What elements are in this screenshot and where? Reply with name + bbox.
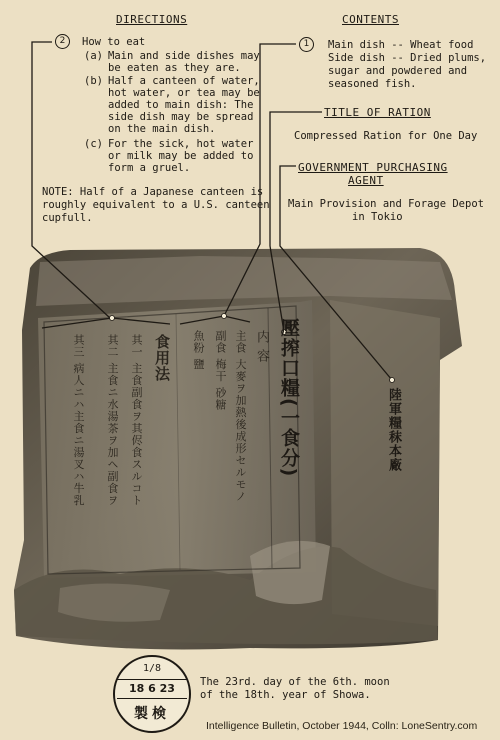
title-of-ration-text: Compressed Ration for One Day [294,130,478,142]
package-usage-col1: 其一 主食副食ヲ其侭食スルコト [130,334,143,507]
package-usage-label: 食用法 [153,334,171,382]
directions-note-line2: roughly equivalent to a U.S. canteen [42,199,270,211]
package-contents-label: 内 容 [254,330,269,364]
directions-item-a-line1: Main and side dishes may [108,50,260,62]
directions-item-a-line2: be eaten as they are. [108,62,241,74]
stamp-top-mark: 1/8 [142,663,162,674]
package-usage-col2: 其二 主食ニ水湯茶ヲ加ヘ副食ヲ [106,334,119,507]
directions-item-b-line4: side dish may be spread [108,111,254,123]
stamp-date: 18 6 23 [129,682,175,695]
directions-number-badge: 2 [55,34,70,49]
contents-line3: sugar and powdered and [328,65,468,77]
directions-heading: DIRECTIONS [116,13,188,26]
contents-line1: Main dish -- Wheat food [328,39,474,51]
contents-heading: CONTENTS [342,13,399,26]
directions-item-marker-b: (b) [84,75,103,87]
directions-note-line1: NOTE: Half of a Japanese canteen is [42,186,264,198]
agent-line1: Main Provision and Forage Depot [288,198,484,210]
directions-note-line3: cupfull. [42,212,93,224]
footer-credit: Intelligence Bulletin, October 1944, Colln: LoneSentry.com [206,720,478,732]
directions-item-b-line5: on the main dish. [108,123,216,135]
contents-number-badge: 1 [299,37,314,52]
directions-title: How to eat [82,36,146,48]
title-of-ration-heading: TITLE OF RATION [324,106,431,119]
directions-item-b-line2: hot water, or tea may be [108,87,260,99]
directions-item-marker-a: (a) [84,50,103,62]
directions-item-marker-c: (c) [84,138,103,150]
directions-item-c-line1: For the sick, hot water [108,138,254,150]
inspection-stamp [113,655,191,733]
package-title-text: 壓搾口糧(一食分) [278,318,300,478]
stamp-caption-line1: The 23rd. day of the 6th. moon [200,676,390,688]
contents-line4: seasoned fish. [328,78,417,90]
directions-item-b-line3: added to main dish: The [108,99,254,111]
stamp-bottom-characters: 製検 [134,706,170,722]
directions-item-c-line3: form a gruel. [108,162,191,174]
package-agent-text: 陸軍糧秣本廠 [386,388,401,472]
package-contents-col3: 魚粉 鹽 [192,330,205,371]
agent-line2: in Tokio [352,211,403,223]
agent-heading-line1: GOVERNMENT PURCHASING [298,161,448,174]
contents-line2: Side dish -- Dried plums, [328,52,487,64]
package-usage-col3: 其三 病人ニハ主食ニ湯叉ハ牛乳 [72,334,85,507]
directions-item-b-line1: Half a canteen of water, [108,75,260,87]
package-contents-col2: 副食 梅干 砂糖 [214,330,227,411]
agent-heading-line2: AGENT [348,174,384,187]
stamp-caption-line2: of the 18th. year of Showa. [200,689,371,701]
directions-item-c-line2: or milk may be added to [108,150,254,162]
package-contents-col1: 主食 大麥ヲ加熱後成形セルモノ [234,330,247,503]
